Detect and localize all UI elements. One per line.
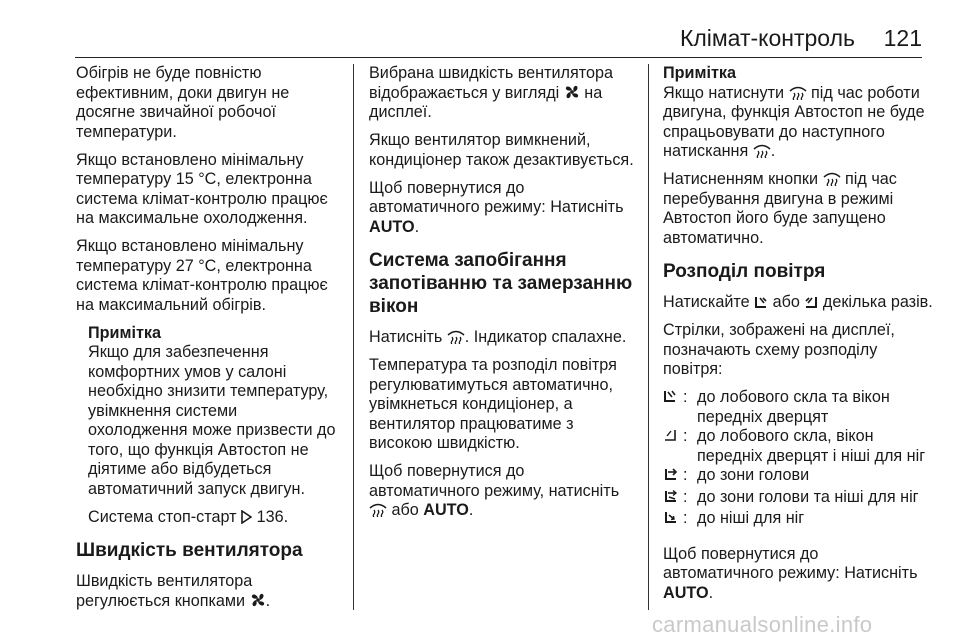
paragraph (369, 462, 634, 521)
list-item (663, 466, 933, 488)
paragraph: Стрілки, зображені на дисплеї, позначають схему розподілу повітря: (663, 321, 895, 378)
text: . (708, 583, 714, 602)
text: Якщо натиснути (663, 83, 785, 102)
auto-button-label: AUTO (423, 501, 469, 519)
text: . (468, 501, 474, 519)
air-distribution-list (663, 388, 933, 531)
text: або (772, 293, 800, 311)
heading-defog: Система запобігання запотіванню та замерзанню вікон (369, 250, 633, 317)
cross-reference (88, 508, 340, 528)
note-text (663, 84, 933, 162)
defrost-icon (753, 143, 771, 158)
list-item-text: до зони голови (697, 466, 810, 484)
paragraph: Якщо встановлено мінімальну температуру 15 °C, електронна система клімат-контролю працює на максимальне охолодження. (76, 150, 328, 227)
defrost-icon (369, 502, 387, 517)
list-item (663, 388, 933, 427)
text: . (265, 591, 271, 610)
feet-icon (663, 509, 683, 531)
page-ref-arrow-icon (241, 510, 252, 524)
paragraph (663, 293, 933, 313)
section-title: Клімат-контроль (679, 25, 855, 51)
separator: : (683, 509, 688, 527)
separator: : (683, 466, 688, 484)
watermark: carmanualsonline.info (652, 612, 873, 637)
paragraph: Якщо встановлено мінімальну температуру 27 °C, електронна система клімат-контролю працює на максимальний обігрів. (76, 237, 328, 314)
text: на дисплеї. (369, 83, 603, 121)
note-text (663, 170, 933, 248)
paragraph (663, 545, 933, 604)
head-icon (663, 466, 683, 488)
paragraph (369, 64, 634, 123)
page-header (0, 0, 960, 60)
auto-button-label: AUTO (663, 583, 709, 602)
text: під час перебування двигуна в режимі Автостоп його буде запущено автоматично. (663, 170, 897, 247)
column-2 (369, 64, 634, 529)
text: під час роботи двигуна, функція Автостоп не буде спрацьовувати до наступного натискання (663, 83, 925, 160)
text: . (770, 142, 776, 160)
separator: : (683, 487, 688, 506)
paragraph (369, 328, 634, 348)
windscreen-icon (663, 427, 683, 466)
text: Щоб повернутися до автоматичного режиму, натисніть (369, 462, 620, 500)
note-block (88, 324, 340, 528)
column-divider (648, 64, 649, 610)
defrost-icon (789, 85, 807, 100)
list-item-text: до лобового скла, вікон передніх дверцят і ніші для ніг (697, 427, 926, 465)
fan-icon (250, 592, 266, 608)
text: Натискайте (663, 293, 750, 311)
column-1 (76, 64, 340, 620)
text: Натисненням кнопки (663, 170, 819, 188)
air-distribution-icon (804, 295, 818, 309)
page-number: 121 (883, 25, 922, 51)
heading-fan-speed: Швидкість вентилятора (76, 540, 303, 561)
text: Натисніть (369, 328, 443, 346)
head-feet-icon (663, 488, 683, 510)
text: Швидкість вентилятора регулюється кнопками (76, 572, 253, 610)
note-text: Якщо для забезпечення комфортних умов у салоні необхідно знизити температуру, увімкнення системи охолодження може призвести до того, що функція Автостоп не діятиме або відбудеться автоматичний запуск двигун. (88, 343, 336, 498)
ref-page[interactable]: 136. (256, 507, 289, 526)
heading-air-distribution: Розподіл повітря (663, 261, 826, 282)
ref-text: Система стоп-старт (88, 507, 237, 526)
fan-icon (564, 84, 580, 100)
note-title: Примітка (663, 64, 736, 82)
header-rule (75, 57, 922, 58)
air-distribution-icon (754, 295, 768, 309)
paragraph: Температура та розподіл повітря регулюватимуться автоматично, увімкнеться кондиціонер, а вентилятор працюватиме з високою швидкістю. (369, 356, 617, 452)
text: декілька разів. (822, 293, 933, 311)
paragraph (76, 572, 340, 611)
separator: : (683, 388, 688, 406)
defrost-icon (447, 329, 465, 344)
list-item (663, 427, 933, 466)
text: Щоб повернутися до автоматичного режиму: Натисніть (369, 178, 624, 216)
note-title: Примітка (88, 323, 161, 342)
note-block (663, 64, 933, 248)
list-item-text: до лобового скла та вікон передніх дверцят (697, 388, 890, 426)
text: Щоб повернутися до автоматичного режиму: Натисніть (663, 544, 918, 582)
list-item-text: до ніші для ніг (697, 509, 805, 527)
list-item (663, 509, 933, 531)
list-item (663, 488, 933, 510)
list-item-text: до зони голови та ніші для ніг (697, 487, 919, 506)
text: . (414, 217, 420, 236)
paragraph: Якщо вентилятор вимкнений, кондиціонер також дезактивується. (369, 131, 634, 169)
separator: : (683, 427, 688, 445)
text: або (391, 501, 419, 519)
windscreen-feet-icon (663, 388, 683, 427)
text: Вибрана швидкість вентилятора відображається у вигляді (369, 64, 614, 102)
paragraph (369, 179, 634, 238)
column-divider (353, 64, 354, 610)
text: . Індикатор спалахне. (464, 328, 627, 346)
paragraph: Обігрів не буде повністю ефективним, доки двигун не досягне звичайної робочої температури. (76, 64, 290, 141)
auto-button-label: AUTO (369, 217, 415, 236)
defrost-icon (823, 171, 841, 186)
column-3 (663, 64, 933, 612)
